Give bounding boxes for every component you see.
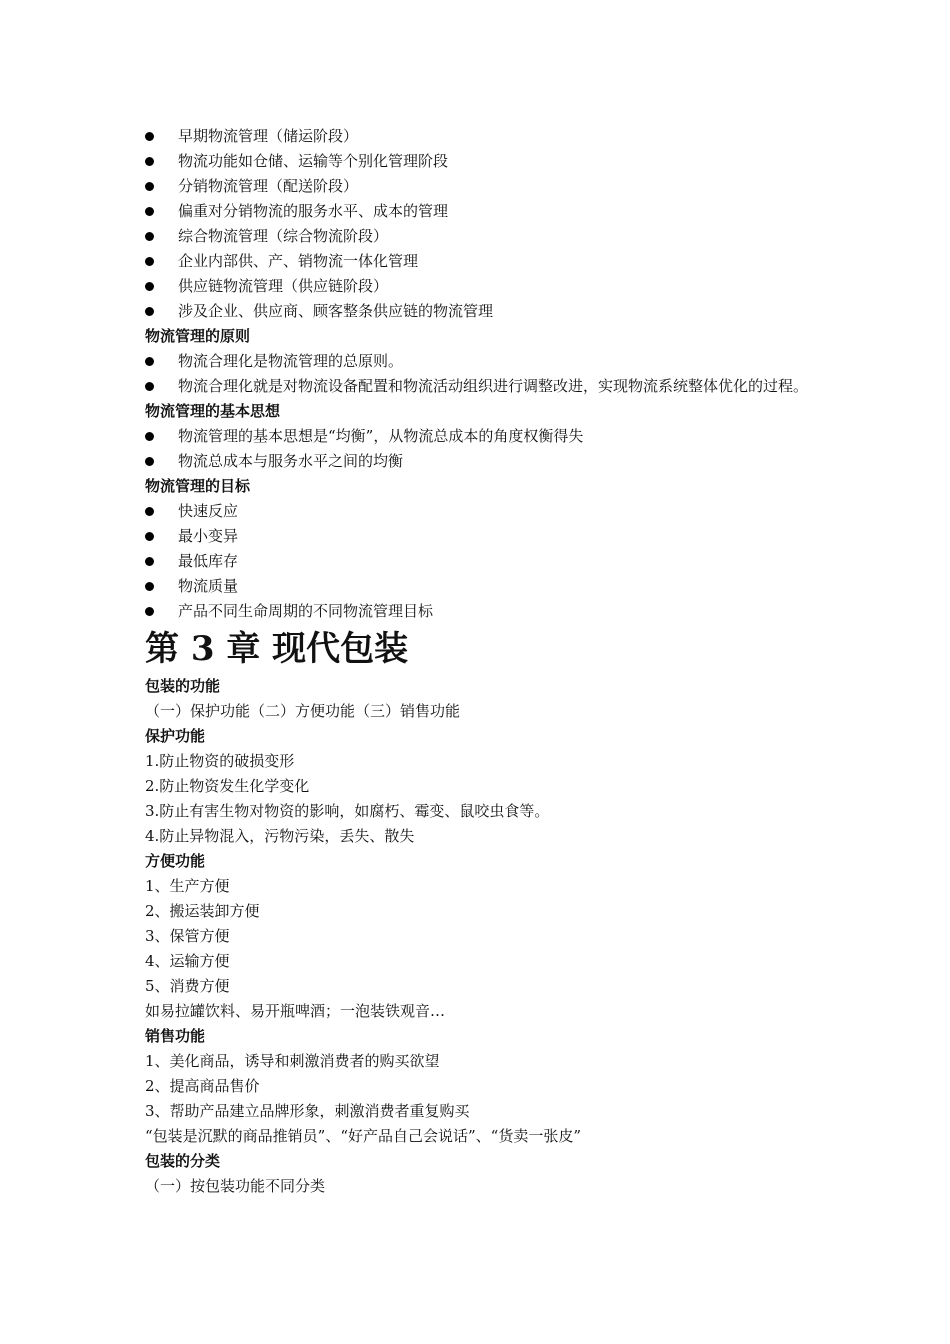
list-item: 物流质量	[145, 574, 810, 599]
list-item: 分销物流管理（配送阶段）	[145, 174, 810, 199]
list-item: 产品不同生命周期的不同物流管理目标	[145, 599, 810, 624]
functions-heading: 包装的功能	[145, 677, 221, 695]
list-item: 3、保管方便	[145, 927, 230, 945]
convenience-heading: 方便功能	[145, 852, 206, 870]
list-item: 3.防止有害生物对物资的影响，如腐朽、霉变、鼠咬虫食等。	[145, 802, 550, 820]
bullet-icon	[145, 532, 154, 541]
list-item: 最小变异	[145, 524, 810, 549]
bullet-icon	[145, 607, 154, 616]
functions-summary: （一）保护功能（二）方便功能（三）销售功能	[145, 702, 461, 720]
bullet-icon	[145, 257, 154, 266]
classification-heading: 包装的分类	[145, 1152, 221, 1170]
bullet-icon	[145, 557, 154, 566]
basic-idea-heading: 物流管理的基本思想	[145, 402, 281, 420]
list-item: 物流功能如仓储、运输等个别化管理阶段	[145, 149, 810, 174]
bullet-icon	[145, 357, 154, 366]
stages-list	[145, 124, 810, 324]
protection-heading: 保护功能	[145, 727, 206, 745]
list-item: 偏重对分销物流的服务水平、成本的管理	[145, 199, 810, 224]
principles-heading: 物流管理的原则	[145, 327, 251, 345]
list-item: 物流管理的基本思想是“均衡”，从物流总成本的角度权衡得失	[145, 424, 810, 449]
list-item: 早期物流管理（储运阶段）	[145, 124, 810, 149]
list-item: 3、帮助产品建立品牌形象，刺激消费者重复购买	[145, 1102, 470, 1120]
bullet-icon	[145, 457, 154, 466]
chapter-title: 第 3 章 现代包装	[145, 629, 409, 669]
bullet-icon	[145, 582, 154, 591]
bullet-icon	[145, 507, 154, 516]
list-item: 涉及企业、供应商、顾客整条供应链的物流管理	[145, 299, 810, 324]
list-item: 综合物流管理（综合物流阶段）	[145, 224, 810, 249]
bullet-icon	[145, 232, 154, 241]
bullet-icon	[145, 157, 154, 166]
list-item: 1.防止物资的破损变形	[145, 752, 295, 770]
bullet-icon	[145, 382, 154, 391]
sales-heading: 销售功能	[145, 1027, 206, 1045]
list-item: 物流合理化就是对物流设备配置和物流活动组织进行调整改进，实现物流系统整体优化的过程。	[145, 374, 810, 399]
list-item: 物流总成本与服务水平之间的均衡	[145, 449, 810, 474]
list-item: 4.防止异物混入，污物污染，丢失、散失	[145, 827, 415, 845]
list-item: 企业内部供、产、销物流一体化管理	[145, 249, 810, 274]
bullet-icon	[145, 307, 154, 316]
list-item: 2、提高商品售价	[145, 1077, 260, 1095]
list-item: 供应链物流管理（供应链阶段）	[145, 274, 810, 299]
list-item: 快速反应	[145, 499, 810, 524]
bullet-icon	[145, 182, 154, 191]
list-item: 1、美化商品，诱导和刺激消费者的购买欲望	[145, 1052, 440, 1070]
goals-heading: 物流管理的目标	[145, 477, 251, 495]
sales-quote: “包装是沉默的商品推销员”、“好产品自己会说话”、“货卖一张皮”	[145, 1127, 582, 1145]
list-item: 1、生产方便	[145, 877, 230, 895]
list-item: 2、搬运装卸方便	[145, 902, 260, 920]
convenience-example: 如易拉罐饮料、易开瓶啤酒；一泡装铁观音…	[145, 1002, 446, 1020]
list-item: 5、消费方便	[145, 977, 230, 995]
bullet-icon	[145, 132, 154, 141]
bullet-icon	[145, 282, 154, 291]
list-item: 物流合理化是物流管理的总原则。	[145, 349, 810, 374]
document-page	[145, 124, 810, 1199]
list-item: 最低库存	[145, 549, 810, 574]
bullet-icon	[145, 432, 154, 441]
list-item: 2.防止物资发生化学变化	[145, 777, 310, 795]
list-item: 4、运输方便	[145, 952, 230, 970]
classification-item: （一）按包装功能不同分类	[145, 1177, 326, 1195]
bullet-icon	[145, 207, 154, 216]
